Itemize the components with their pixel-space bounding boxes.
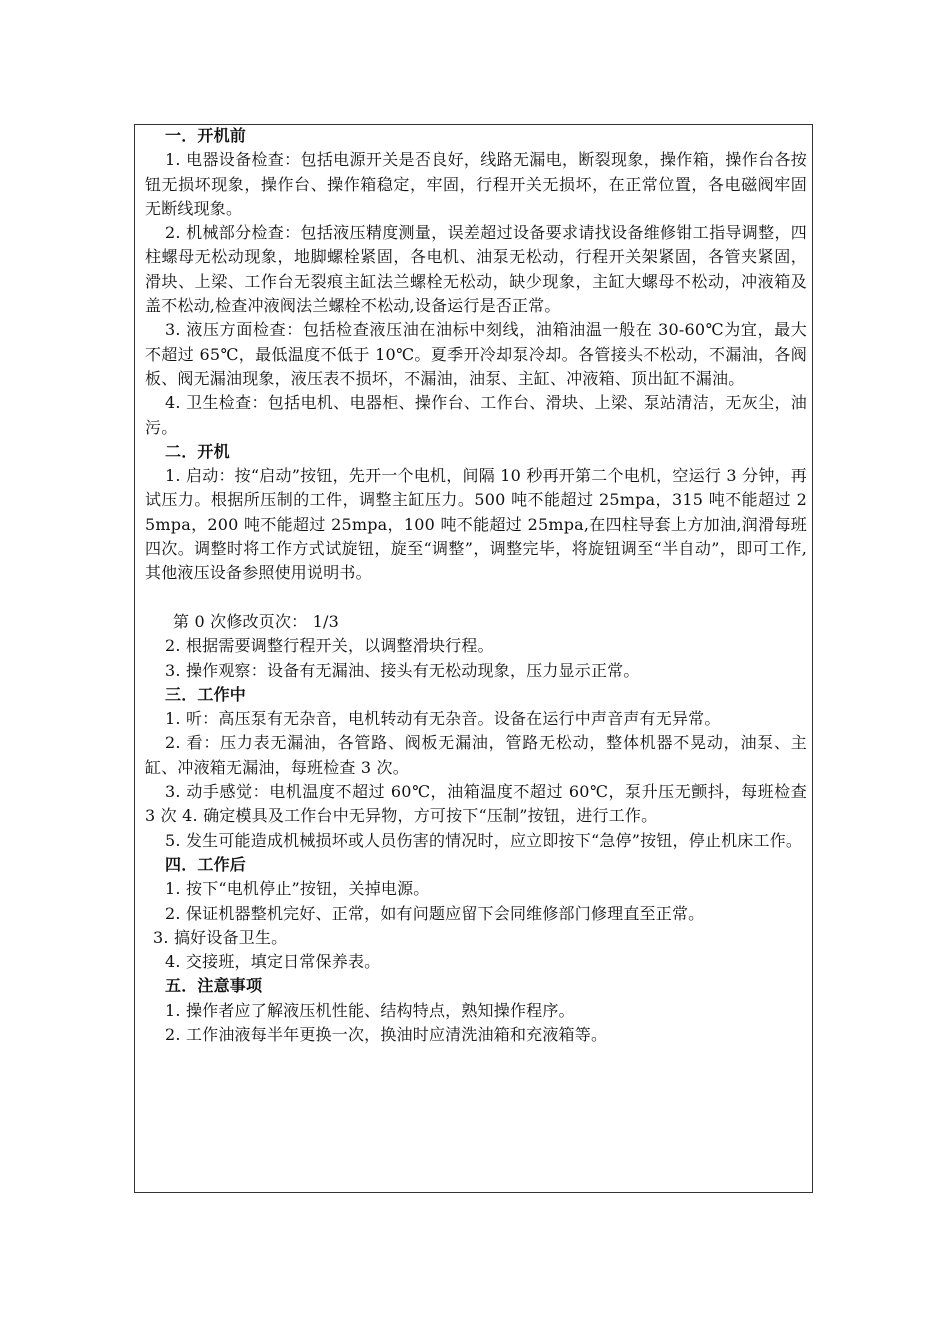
paragraph: 4. 卫生检查：包括电机、电器柜、操作台、工作台、滑块、上梁、泵站清洁，无灰尘，油污。 — [145, 393, 807, 437]
paragraph: 2. 保证机器整机完好、正常，如有问题应留下会同维修部门修理直至正常。 — [165, 903, 705, 923]
paragraph: 4. 交接班，填定日常保养表。 — [165, 952, 381, 972]
paragraph: 2. 工作油液每半年更换一次，换油时应清洗油箱和充液箱等。 — [165, 1024, 608, 1044]
paragraph: 5. 发生可能造成机械损坏或人员伤害的情况时，应立即按下“急停”按钮，停止机床工作。 — [165, 830, 803, 850]
paragraph: 3. 液压方面检查：包括检查液压油在油标中刻线，油箱油温一般在 30-60℃为宜，最大不超过 65℃，最低温度不低于 10℃。夏季开冷却泵冷却。各管接头不松动，不漏油，各阀板、阀无漏油现象，液压表不损坏，不漏油，油泵、主缸、冲液箱、顶出缸不漏油。 — [145, 320, 807, 388]
paragraph: 1. 电器设备检查：包括电源开关是否良好，线路无漏电，断裂现象，操作箱，操作台各按钮无损坏现象，操作台、操作箱稳定，牢固，行程开关无损坏，在正常位置，各电磁阀牢固无断线现象。 — [145, 150, 807, 218]
paragraph: 1. 启动：按“启动”按钮，先开一个电机，间隔 10 秒再开第二个电机，空运行 3 分钟，再试压力。根据所压制的工件，调整主缸压力。500 吨不能超过 25mpa，315 吨不能超过 25mpa，200 吨不能超过 25mpa，100 吨不能超过 25mpa,在四柱导套上方加油,润滑每班四次。调整时将工作方式试旋钮，旋至“调整”，调整完毕，将旋钮调至“半自动”，即可工作,其他液压设备参照使用说明书。 — [145, 466, 807, 583]
paragraph: 3. 搞好设备卫生。 — [153, 927, 288, 947]
paragraph: 1. 按下“电机停止”按钮，关掉电源。 — [165, 879, 430, 899]
paragraph: 3. 操作观察：设备有无漏油、接头有无松动现象，压力显示正常。 — [165, 660, 640, 680]
document-body — [145, 124, 807, 1047]
section-heading: 二．开机 — [165, 441, 230, 461]
section-heading: 四．工作后 — [165, 854, 247, 874]
paragraph: 2. 根据需要调整行程开关，以调整滑块行程。 — [165, 636, 494, 656]
section-heading: 一．开机前 — [165, 126, 247, 145]
page-revision-note: 第 0 次修改页次： 1/3 — [173, 611, 339, 631]
section-heading: 三．工作中 — [165, 684, 247, 704]
paragraph: 2. 机械部分检查：包括液压精度测量，误差超过设备要求请找设备维修钳工指导调整，四柱螺母无松动现象，地脚螺栓紧固，各电机、油泵无松动，行程开关架紧固，各管夹紧固，滑块、上梁、工作台无裂痕主缸法兰螺栓无松动，缺少现象，主缸大螺母不松动，冲液箱及盖不松动,检查冲液阀法兰螺栓不松动,设备运行是否正常。 — [145, 223, 807, 316]
paragraph: 3. 动手感觉：电机温度不超过 60℃，油箱温度不超过 60℃，泵升压无颤抖，每班检查 3 次 4. 确定模具及工作台中无异物，方可按下“压制”按钮，进行工作。 — [145, 782, 807, 826]
section-heading: 五．注意事项 — [165, 976, 263, 996]
spacer — [145, 586, 807, 610]
paragraph: 1. 操作者应了解液压机性能、结构特点，熟知操作程序。 — [165, 1000, 575, 1020]
paragraph: 2. 看：压力表无漏油，各管路、阀板无漏油，管路无松动，整体机器不晃动，油泵、主缸、冲液箱无漏油，每班检查 3 次。 — [145, 733, 807, 777]
paragraph: 1. 听：高压泵有无杂音，电机转动有无杂音。设备在运行中声音声有无异常。 — [165, 709, 721, 729]
